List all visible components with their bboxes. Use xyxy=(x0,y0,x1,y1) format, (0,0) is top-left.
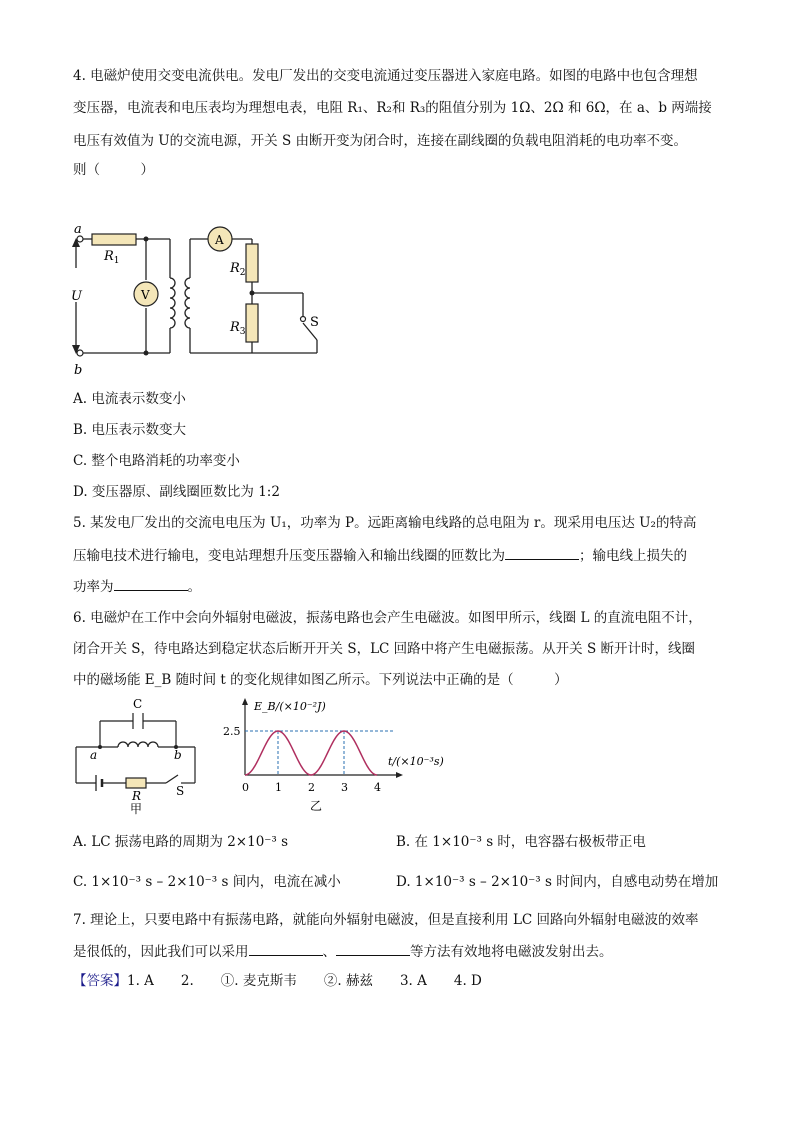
x-tick-label: 2 xyxy=(308,781,315,794)
x-tick-label: 1 xyxy=(275,781,282,794)
label-u: U xyxy=(71,289,82,304)
label-r3: $R_3$ xyxy=(230,320,246,337)
r3-resistor xyxy=(246,304,258,342)
answer-text: 1. A 2. ①. 麦克斯韦 ②. 赫兹 3. A 4. D xyxy=(127,973,482,989)
q5-blank-1[interactable] xyxy=(505,545,579,560)
q4-line-4: 则（ ） xyxy=(73,162,154,178)
jia-label-c: C xyxy=(133,697,143,711)
q5-line-2 xyxy=(73,545,687,566)
q6-figure-jia xyxy=(70,695,210,820)
series-line xyxy=(245,731,377,775)
q6-figure-yi-chart xyxy=(220,695,450,820)
jia-label-b: b xyxy=(174,748,182,762)
terminal-b xyxy=(77,350,83,356)
yi-caption: 乙 xyxy=(310,799,323,813)
q5-line-3 xyxy=(73,576,201,597)
q6-line-3: 中的磁场能 E_B 随时间 t 的变化规律如图乙所示。下列说法中正确的是（ ） xyxy=(73,672,568,688)
label-r1: $R_1$ xyxy=(104,249,120,266)
label-a-meter: A xyxy=(215,233,224,247)
answer-tag: 【答案】 xyxy=(73,973,127,989)
label-v: V xyxy=(141,288,150,302)
jia-label-a: a xyxy=(90,748,98,762)
inductor-coil xyxy=(118,742,158,747)
q4-line-1: 4. 电磁炉使用交变电流供电。发电厂发出的交变电流通过变压器进入家庭电路。如图的电路中也包含理想 xyxy=(73,68,698,84)
q4-option-b: B. 电压表示数变大 xyxy=(73,422,187,438)
q5-blank-2[interactable] xyxy=(114,576,188,591)
q4-line-3: 电压有效值为 U的交流电源，开关 S 由断开变为闭合时，连接在副线圈的负载电阻消耗的电功率不变。 xyxy=(73,133,687,149)
label-r2: $R_2$ xyxy=(230,261,246,278)
q4-circuit-diagram xyxy=(62,220,322,380)
x-tick-label: 3 xyxy=(341,781,348,794)
secondary-coil xyxy=(185,278,190,328)
q6-option-c: C. 1×10⁻³ s – 2×10⁻³ s 间内，电流在减小 xyxy=(73,874,341,890)
q4-line-2: 变压器，电流表和电压表均为理想电表，电阻 R₁、R₂和 R₃的阻值分别为 1Ω、2Ω 和 6Ω，在 a、b 两端接 xyxy=(73,100,712,116)
q7-line-2-text: 是很低的，因此我们可以采用 xyxy=(73,944,249,960)
r2-resistor xyxy=(246,244,258,282)
label-a: a xyxy=(74,222,82,237)
q5-line-3-text: 功率为 xyxy=(73,579,114,595)
q5-line-2-tail: ；输电线上损失的 xyxy=(579,548,687,564)
q4-option-c: C. 整个电路消耗的功率变小 xyxy=(73,453,240,469)
primary-coil xyxy=(170,278,175,328)
q7-line-1: 7. 理论上，只要电路中有振荡电路，就能向外辐射电磁波，但是直接利用 LC 回路向外辐射电磁波的效率 xyxy=(73,912,699,928)
yi-ytick: 2.5 xyxy=(223,725,241,738)
q7-blank-2[interactable] xyxy=(336,941,410,956)
q7-line-2-tail: 等方法有效地将电磁波发射出去。 xyxy=(410,944,613,960)
q7-line-2-sep: 、 xyxy=(322,944,336,960)
r1-resistor xyxy=(92,234,136,245)
resistor-r xyxy=(126,778,146,788)
q6-option-d: D. 1×10⁻³ s – 2×10⁻³ s 时间内，自感电动势在增加 xyxy=(396,874,719,890)
yi-xlabel: t/(×10⁻³s) xyxy=(388,755,444,768)
jia-caption: 甲 xyxy=(130,802,143,816)
label-b: b xyxy=(74,363,83,378)
q7-blank-1[interactable] xyxy=(249,941,323,956)
q6-option-a: A. LC 振荡电路的周期为 2×10⁻³ s xyxy=(73,834,289,850)
q5-line-2-text: 压输电技术进行输电，变电站理想升压变压器输入和输出线圈的匝数比为 xyxy=(73,548,505,564)
q5-line-1: 5. 某发电厂发出的交流电电压为 U₁，功率为 P。远距离输电线路的总电阻为 r。现采用电压达 U₂的特高 xyxy=(73,515,697,531)
q6-line-2: 闭合开关 S，待电路达到稳定状态后断开开关 S，LC 回路中将产生电磁振荡。从开关 S 断开计时，线圈 xyxy=(73,641,695,657)
x-tick-label: 0 xyxy=(242,781,249,794)
q5-line-3-tail: 。 xyxy=(187,579,201,595)
q6-option-b: B. 在 1×10⁻³ s 时，电容器右极板带正电 xyxy=(396,834,646,850)
answer-line xyxy=(73,971,482,991)
jia-label-s: S xyxy=(176,784,185,798)
label-s: S xyxy=(310,315,319,330)
q6-line-1: 6. 电磁炉在工作中会向外辐射电磁波，振荡电路也会产生电磁波。如图甲所示，线圈 L 的直流电阻不计， xyxy=(73,610,702,626)
jia-label-r: R xyxy=(132,789,142,803)
q4-option-a: A. 电流表示数变小 xyxy=(73,391,186,407)
yi-ylabel: E_B/(×10⁻²J) xyxy=(254,700,326,713)
q4-option-d: D. 变压器原、副线圈匝数比为 1:2 xyxy=(73,484,280,500)
q7-line-2 xyxy=(73,941,613,962)
x-tick-label: 4 xyxy=(374,781,381,794)
